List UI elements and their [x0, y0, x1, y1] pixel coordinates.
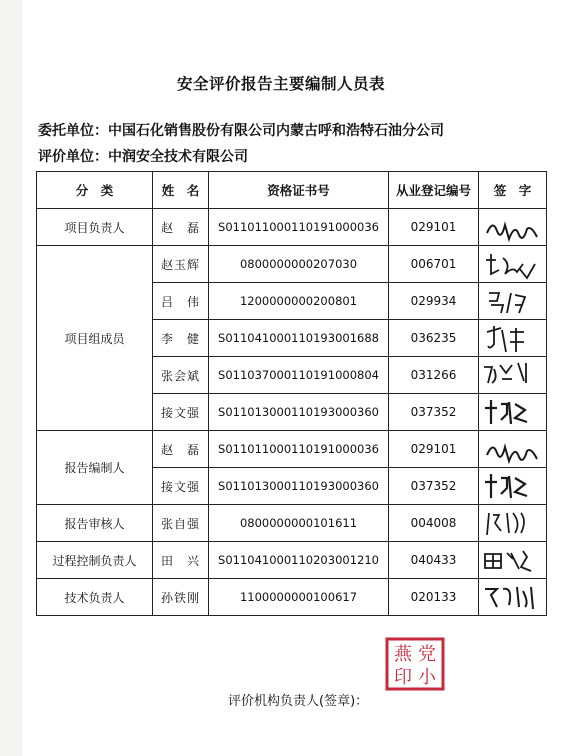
signature-mark — [483, 285, 543, 317]
reg-cell: 006701 — [389, 246, 479, 283]
signature-mark — [481, 581, 545, 613]
name-cell: 赵玉辉 — [153, 246, 209, 283]
cert-cell: S011011000110191000036 — [209, 431, 389, 468]
evaluator-line: 评价单位：中润安全技术有限公司 — [38, 149, 248, 165]
signature-mark — [483, 322, 543, 354]
signature-cell — [479, 579, 547, 616]
signature-cell — [479, 209, 547, 246]
footer-signature-label: 评价机构负责人(签章)： — [228, 694, 369, 709]
page-title: 安全评价报告主要编制人员表 — [176, 75, 385, 93]
svg-text:燕: 燕 — [394, 644, 412, 665]
svg-text:小: 小 — [418, 667, 436, 688]
reg-cell: 004008 — [389, 505, 479, 542]
signature-cell — [479, 394, 547, 431]
signature-mark — [482, 359, 544, 391]
reg-cell: 037352 — [389, 468, 479, 505]
cert-cell: S011011000110191000036 — [209, 209, 389, 246]
signature-cell — [479, 357, 547, 394]
signature-mark — [483, 507, 543, 539]
cert-cell: S011037000110191000804 — [209, 357, 389, 394]
table-row — [37, 431, 547, 468]
header-name: 姓 名 — [153, 172, 209, 209]
cert-cell: S011013000110193000360 — [209, 394, 389, 431]
signature-cell — [479, 246, 547, 283]
table-row — [37, 246, 547, 283]
cert-cell: 1200000000200801 — [209, 283, 389, 320]
name-cell: 田 兴 — [153, 542, 209, 579]
name-cell: 接文强 — [153, 468, 209, 505]
name-cell: 接文强 — [153, 394, 209, 431]
personnel-table — [36, 171, 547, 616]
signature-mark — [483, 211, 543, 243]
signature-mark — [481, 544, 545, 576]
signature-cell — [479, 320, 547, 357]
signature-mark — [483, 470, 543, 502]
category-cell: 项目组成员 — [37, 246, 153, 431]
name-cell: 张自强 — [153, 505, 209, 542]
cert-cell: 0800000000207030 — [209, 246, 389, 283]
reg-cell: 020133 — [389, 579, 479, 616]
name-cell: 赵 磊 — [153, 209, 209, 246]
signature-mark — [483, 433, 543, 465]
cert-cell: 1100000000100617 — [209, 579, 389, 616]
reg-cell: 040433 — [389, 542, 479, 579]
reg-cell: 037352 — [389, 394, 479, 431]
category-cell: 报告编制人 — [37, 431, 153, 505]
reg-cell: 036235 — [389, 320, 479, 357]
name-cell: 张会斌 — [153, 357, 209, 394]
stamp-seal-image — [384, 636, 446, 692]
cert-cell: S011041000110203001210 — [209, 542, 389, 579]
svg-text:印: 印 — [394, 667, 412, 688]
svg-text:党: 党 — [418, 644, 436, 665]
reg-cell: 029934 — [389, 283, 479, 320]
seal-stamp — [384, 636, 446, 696]
signature-mark — [483, 248, 543, 280]
client-line: 委托单位：中国石化销售股份有限公司内蒙古呼和浩特石油分公司 — [38, 123, 444, 139]
header-reg: 从业登记编号 — [389, 172, 479, 209]
table-row — [37, 209, 547, 246]
signature-cell — [479, 505, 547, 542]
name-cell: 李 健 — [153, 320, 209, 357]
category-cell: 技术负责人 — [37, 579, 153, 616]
header-sign: 签 字 — [479, 172, 547, 209]
cert-cell: 0800000000101611 — [209, 505, 389, 542]
name-cell: 赵 磊 — [153, 431, 209, 468]
header-cert: 资格证书号 — [209, 172, 389, 209]
signature-cell — [479, 468, 547, 505]
signature-cell — [479, 542, 547, 579]
category-cell: 报告审核人 — [37, 505, 153, 542]
reg-cell: 029101 — [389, 209, 479, 246]
reg-cell: 029101 — [389, 431, 479, 468]
header-category: 分 类 — [37, 172, 153, 209]
name-cell: 孙铁刚 — [153, 579, 209, 616]
table-row — [37, 505, 547, 542]
table-row — [37, 579, 547, 616]
name-cell: 吕 伟 — [153, 283, 209, 320]
category-cell: 过程控制负责人 — [37, 542, 153, 579]
cert-cell: S011041000110193001688 — [209, 320, 389, 357]
category-cell: 项目负责人 — [37, 209, 153, 246]
table-header-row — [37, 172, 547, 209]
signature-cell — [479, 283, 547, 320]
table-row — [37, 542, 547, 579]
signature-cell — [479, 431, 547, 468]
signature-mark — [483, 396, 543, 428]
cert-cell: S011013000110193000360 — [209, 468, 389, 505]
reg-cell: 031266 — [389, 357, 479, 394]
